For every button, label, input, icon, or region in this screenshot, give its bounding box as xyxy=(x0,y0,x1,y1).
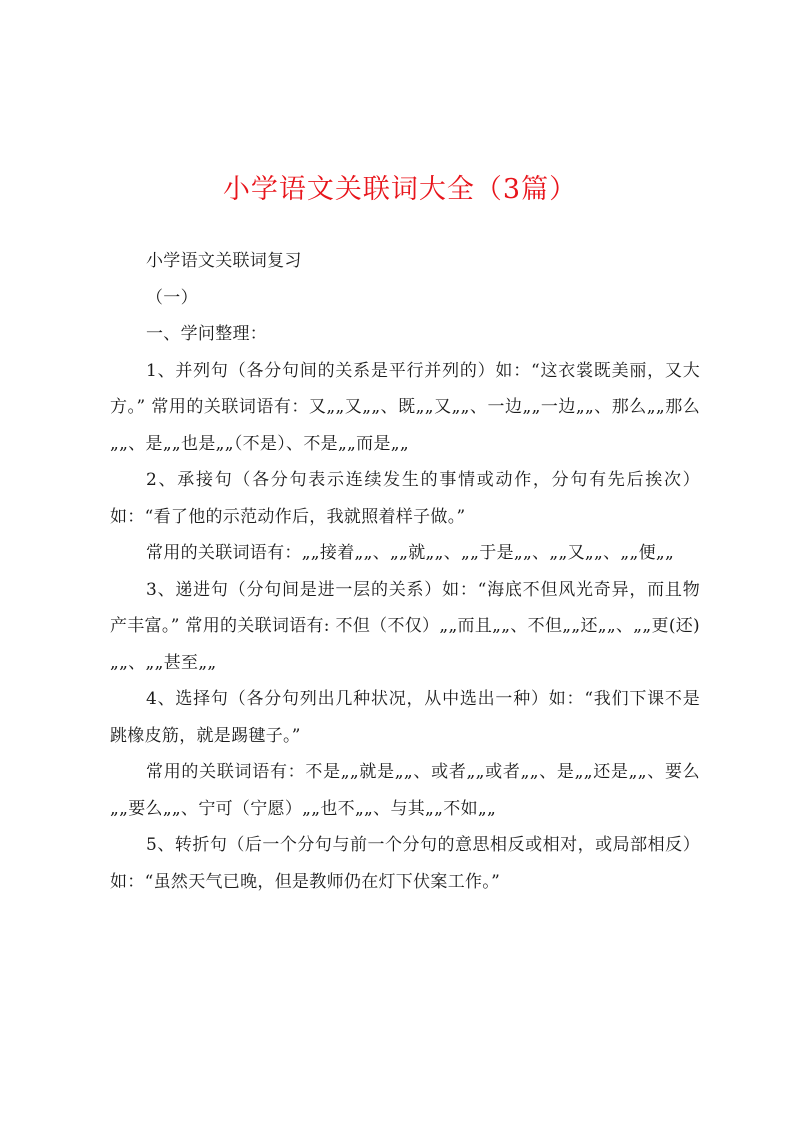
paragraph-parallel-sentence: 1、并列句（各分句间的关系是平行并列的）如：“这衣裳既美丽，又大方。” 常用的关联词语有：又„„又„„、既„„又„„、一边„„一边„„、那么„„那么„„、是„„也是„„（不是）、不是„„而是„„ xyxy=(110,360,700,454)
subsection-heading: 一、学问整理： xyxy=(146,324,268,344)
paragraph-choice-words: 常用的关联词语有：不是„„就是„„、或者„„或者„„、是„„还是„„、要么„„要么„„、宁可（宁愿）„„也不„„、与其„„不如„„ xyxy=(110,762,700,819)
paragraph-sequential-sentence: 2、承接句（各分句表示连续发生的事情或动作，分句有先后挨次）如：“看了他的示范动作后，我就照着样子做。” xyxy=(110,470,700,527)
part-number: （一） xyxy=(146,287,198,308)
paragraph-choice-sentence: 4、选择句（各分句列出几种状况，从中选出一种）如：“我们下课不是跳橡皮筋，就是踢毽子。” xyxy=(110,689,700,746)
paragraph-progressive-sentence: 3、递进句（分句间是进一层的关系）如：“海底不但风光奇异，而且物产丰富。” 常用的关联词语有: 不但（不仅）„„而且„„、不但„„还„„、„„更(还)„„、„„甚至„„ xyxy=(110,579,700,673)
paragraph-sequential-words: 常用的关联词语有：„„接着„„、„„就„„、„„于是„„、„„又„„、„„便„„ xyxy=(146,543,675,563)
section-heading: 小学语文关联词复习 xyxy=(146,251,302,271)
document-body xyxy=(110,243,700,900)
document-title: 小学语文关联词大全（3篇） xyxy=(222,174,578,205)
paragraph-adversative-sentence: 5、转折句（后一个分句与前一个分句的意思相反或相对，或局部相反）如：“虽然天气已晚，但是教师仍在灯下伏案工作。” xyxy=(110,835,700,892)
